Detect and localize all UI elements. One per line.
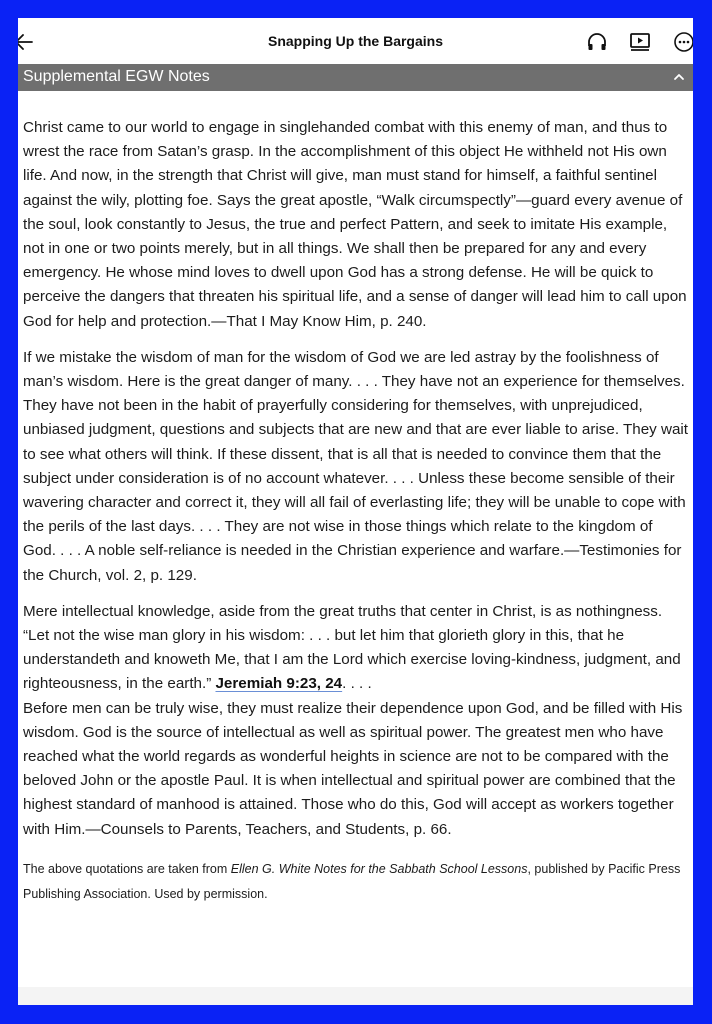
notes-content [23,116,689,907]
play-video-icon [628,30,652,54]
scripture-link[interactable]: Jeremiah 9:23, 24 [215,675,343,693]
more-options-icon [672,30,693,54]
paragraph-3-continued: Before men can be truly wise, they must realize their dependence upon God, and be filled with His wisdom. God is the source of intellectual as well as spiritual power. The greatest men who have reached what the world regards as wonderful heights in science are not to be compared with the beloved John or the apostle Paul. It is when intellectual and spiritual power are combined that the highest standard of manhood is attained. Those who do this, God will accept as workers together with Him.—Counsels to Parents, Teachers, and Students, p. 66. [23,699,683,838]
top-bar [18,18,693,64]
paragraph-3-text: Mere intellectual knowledge, aside from the great truths that center in Christ, is as nothingness. “Let not the wise man glory in his wisdom: . . . but let him that glorieth glory in this, that he understandeth and knoweth Me, that I am the Lord which exercise loving-kindness, judgment, and righteousness, in the earth.” [23,602,681,693]
video-button[interactable] [628,30,652,54]
footnote-text-end: , published by Pacific Press Publishing Association. Used by permission. [23,861,681,901]
page-title: Snapping Up the Bargains [267,33,443,49]
audio-button[interactable] [585,30,609,54]
section-header[interactable] [18,64,693,91]
footnote-book-title: Ellen G. White Notes for the Sabbath School Lessons [230,861,528,876]
section-title: Supplemental EGW Notes [23,68,210,85]
paragraph-1: Christ came to our world to engage in singlehanded combat with this enemy of man, and thus to wrest the race from Satan’s grasp. In the accomplishment of this object He withheld not His own life. And now, in the strength that Christ will give, man must stand for himself, a faithful sentinel against the wily, plotting foe. Says the great apostle, “Walk circumspectly”—guard every avenue of the soul, look constantly to Jesus, the true and perfect Pattern, and seek to imitate His example, not in one or two points merely, but in all things. We shall then be prepared for any and every emergency. He whose mind loves to dwell upon God has a strong defense. He will be quick to perceive the dangers that threaten his spiritual life, and a sense of danger will lead him to call upon God for help and protection.—That I May Know Him, p. 240. [23,119,687,330]
paragraph-3 [23,600,689,697]
footnote-text: The above quotations are taken from [23,861,231,876]
footnote [23,857,689,907]
more-options-button[interactable] [672,30,693,54]
paragraph-2: If we mistake the wisdom of man for the wisdom of God we are led astray by the foolishness of man’s wisdom. Here is the great danger of many. . . . They have not an experience for themselves. They have not been in the habit of prayerfully considering for themselves, with unprejudiced, unbiased judgment, questions and subjects that are new and that are ever liable to arise. They wait to see what others will think. If these dissent, that is all that is needed to convince them that the subject under consideration is of no account whatever. . . . Unless these become sensible of their wavering character and correct it, they will all fail of everlasting life; they will be unable to cope with the perils of the last days. . . . They are not wise in those things which relate to the kingdom of God. . . . A noble self-reliance is needed in the Christian experience and warfare.—Testimonies for the Church, vol. 2, p. 129. [23,348,689,584]
paragraph-3-ellipsis: . . . . [342,675,372,693]
chevron-up-icon[interactable] [671,69,687,85]
app-window [18,18,693,1005]
headphones-icon [585,30,609,54]
bottom-strip [18,987,693,1005]
